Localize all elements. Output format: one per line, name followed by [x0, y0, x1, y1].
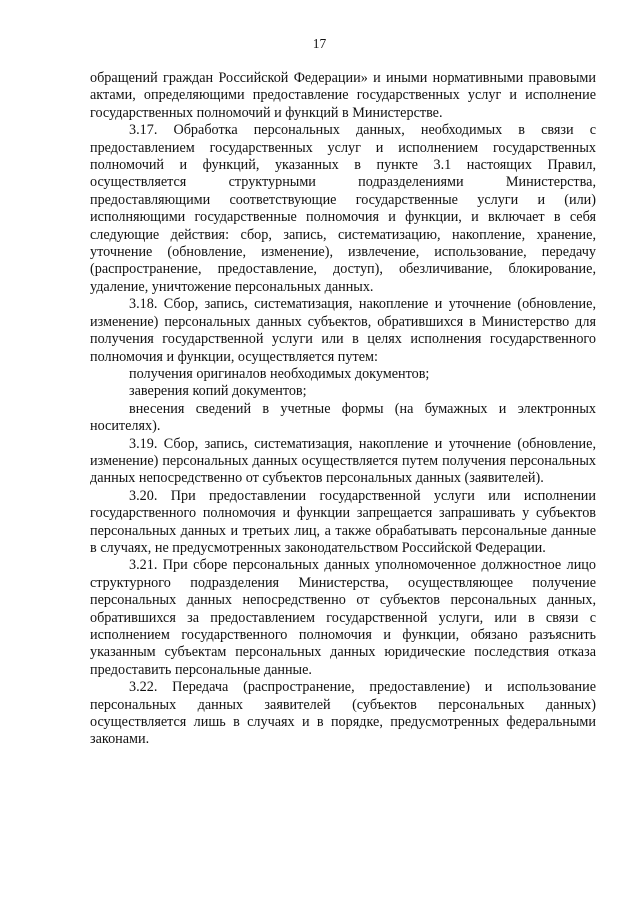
document-body: [90, 70, 596, 749]
list-item-originals: получения оригиналов необходимых документов;: [129, 365, 430, 382]
page-number: 17: [312, 36, 327, 51]
paragraph-3-22: 3.22. Передача (распространение, предоставление) и использование персональных данных заявителей (субъектов персональных данных) осуществляется лишь в случаях и в порядке, предусмотренных федеральными законами.: [90, 679, 596, 748]
paragraph-3-20: 3.20. При предоставлении государственной услуги или исполнении государственного полномочия и функции запрещается запрашивать у субъектов персональных данных и третьих лиц, а также обрабатывать персональные данные в случаях, не предусмотренных законодательством Российской Федерации.: [90, 487, 596, 556]
list-item-records: внесения сведений в учетные формы (на бумажных и электронных носителях).: [90, 400, 596, 435]
list-item-copies: заверения копий документов;: [129, 383, 307, 400]
paragraph-3-21: 3.21. При сборе персональных данных уполномоченное должностное лицо структурного подразделения Министерства, осуществляющее получение персональных данных непосредственно от субъектов персональных данных, обратившихся за предоставлением государственной услуги, или в связи с исполнением государственного полномочия и функции, обязано разъяснить указанным субъектам персональных данных юридические последствия отказа предоставить персональные данные.: [90, 557, 596, 678]
paragraph-3-18: 3.18. Сбор, запись, систематизация, накопление и уточнение (обновление, изменение) персональных данных субъектов, обратившихся в Министерство для получения государственной услуги или в целях исполнения государственного полномочия и функции, осуществляется путем:: [90, 296, 596, 365]
paragraph-3-17: 3.17. Обработка персональных данных, необходимых в связи с предоставлением государственных услуг и исполнением государственных полномочий и функций, указанных в пункте 3.1 настоящих Правил, осуществляется структурными подразделениями Министерства, предоставляющими соответствующие государственные услуги и (или) исполняющими государственные полномочия и функции, и включает в себя следующие действия: сбор, запись, систематизацию, накопление, хранение, уточнение (обновление, изменение), извлечение, использование, передачу (распространение, предоставление, доступ), обезличивание, блокирование, удаление, уничтожение персональных данных.: [90, 122, 596, 295]
paragraph-continuation: обращений граждан Российской Федерации» и иными нормативными правовыми актами, определяющими предоставление государственных услуг и исполнение государственных полномочий и функций в Министерстве.: [90, 70, 596, 121]
paragraph-3-19: 3.19. Сбор, запись, систематизация, накопление и уточнение (обновление, изменение) персональных данных осуществляется путем получения персональных данных непосредственно от субъектов персональных данных (заявителей).: [90, 435, 596, 487]
